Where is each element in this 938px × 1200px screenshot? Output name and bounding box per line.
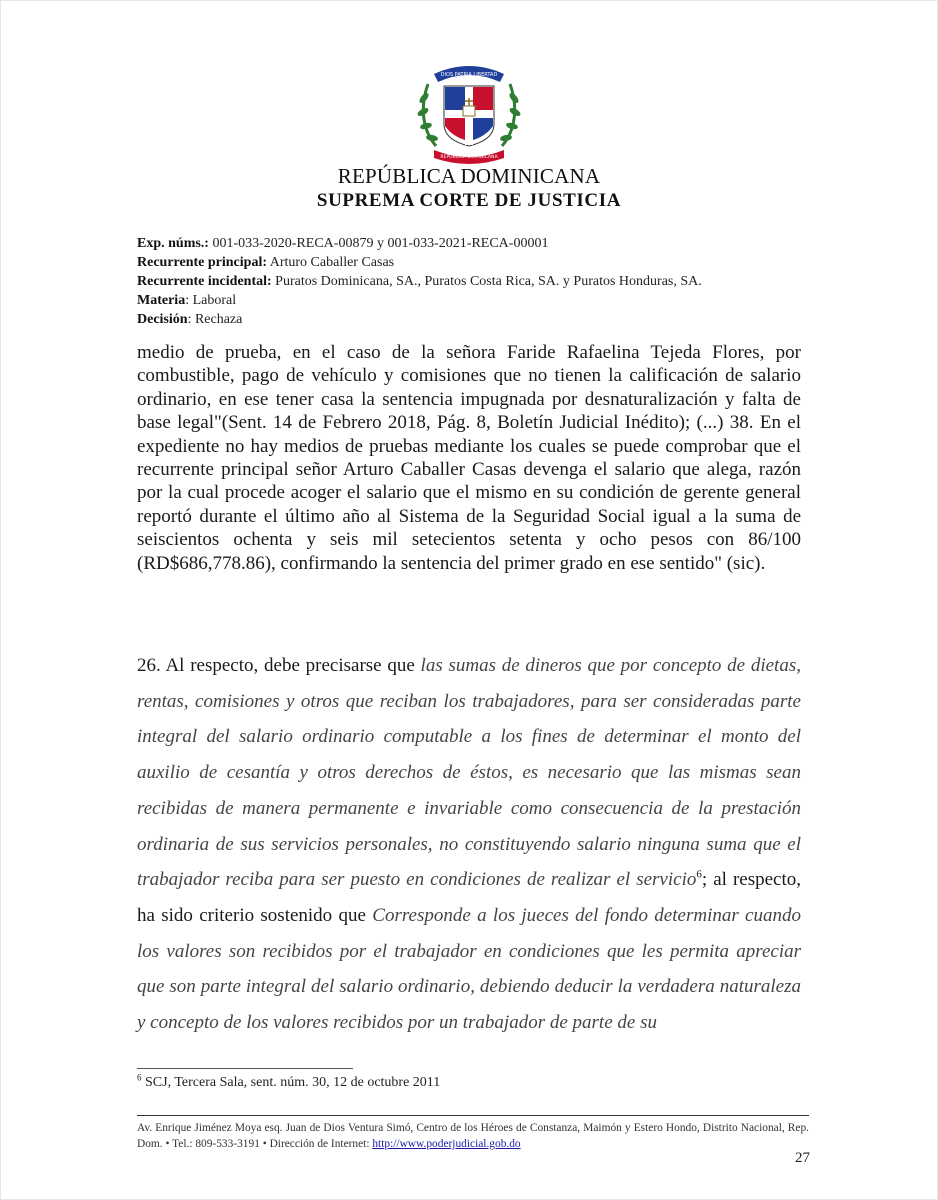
court-name: SUPREMA CORTE DE JUSTICIA — [316, 190, 622, 211]
svg-text:DIOS PATRIA LIBERTAD: DIOS PATRIA LIBERTAD — [440, 72, 498, 78]
footer-address-text: Av. Enrique Jiménez Moya esq. Juan de Dios Ventura Simó, Centro de los Héroes de Constanza, Maimón y Estero Hondo, Distrito Nacional, Rep. Dom. • Tel.: 809-533-3191 • Dirección de Internet: — [137, 1122, 809, 1150]
case-decision: Decisión: Rechaza — [137, 312, 243, 327]
svg-text:REPÚBLICA DOMINICANA: REPÚBLICA DOMINICANA — [440, 155, 498, 160]
footnote — [137, 1072, 441, 1091]
coat-of-arms-icon — [414, 54, 524, 166]
footnote-divider — [137, 1068, 353, 1069]
country-name: REPÚBLICA DOMINICANA — [337, 164, 601, 188]
paragraph-26-quote-1: las sumas de dineros que por concepto de dietas, rentas, comisiones y otros que reciban los trabajadores, para ser consideradas parte integral del salario ordinario computable a los fines de determinar el monto del auxilio de cesantía y otros derechos de éstos, es necesario que las mismas sean recibidas de manera permanente e invariable como consecuencia de la prestación ordinaria de sus servicios personales, no constituyendo salario ninguna suma que el trabajador reciba para ser puesto en condiciones de realizar el servicio — [137, 655, 801, 891]
paragraph-26-intro: 26. Al respecto, debe precisarse que — [137, 655, 421, 676]
incidental-appellant: Recurrente incidental: Puratos Dominicana, SA., Puratos Costa Rica, SA. y Puratos Honduras, SA. — [137, 274, 702, 289]
footer-address — [137, 1120, 809, 1152]
footnote-number: 6 — [137, 1072, 142, 1083]
paragraph-26 — [137, 648, 801, 1041]
case-subject: Materia: Laboral — [137, 293, 237, 308]
case-numbers: Exp. núms.: 001-033-2020-RECA-00879 y 001-033-2021-RECA-00001 — [137, 236, 549, 251]
footnote-ref: 6 — [696, 868, 702, 881]
page-number: 27 — [795, 1150, 810, 1166]
paragraph-quote: medio de prueba, en el caso de la señora Faride Rafaelina Tejeda Flores, por combustible, pago de vehículo y comisiones que no tienen la calificación de salario ordinario, en ese tener casa la sentencia impugnada por desnaturalización y falta de base legal"(Sent. 14 de Febrero 2018, Pág. 8, Boletín Judicial Inédito); (...) 38. En el expediente no hay medios de pruebas mediante los cuales se puede comprobar que el recurrente principal señor Arturo Caballer Casas devenga el salario que alega, razón por la cual procede acoger el salario que el mismo en su condición de gerente general reportó durante el último año al Sistema de la Seguridad Social igual a la suma de seiscientos ochenta y seis mil setecientos setenta y ocho pesos con 86/100 (RD$686,778.86), confirmando la sentencia del primer grado en ese sentido" (sic). — [137, 342, 801, 574]
paragraph-26-quote-2: Corresponde a los jueces del fondo determinar cuando los valores son recibidos por el trabajador en condiciones que les permita apreciar que son parte integral del salario ordinario, debiendo deducir la verdadera naturaleza y concepto de los valores recibidos por un trabajador de parte de su — [137, 904, 801, 1034]
footer-divider — [137, 1115, 809, 1116]
website-link[interactable]: http://www.poderjudicial.gob.do — [372, 1138, 521, 1150]
principal-appellant: Recurrente principal: Arturo Caballer Casas — [137, 255, 395, 270]
case-metadata — [137, 234, 837, 329]
footnote-text: SCJ, Tercera Sala, sent. núm. 30, 12 de octubre 2011 — [141, 1075, 441, 1090]
paragraph-26-middle: ; al respecto, ha sido criterio sostenido que — [137, 869, 802, 926]
